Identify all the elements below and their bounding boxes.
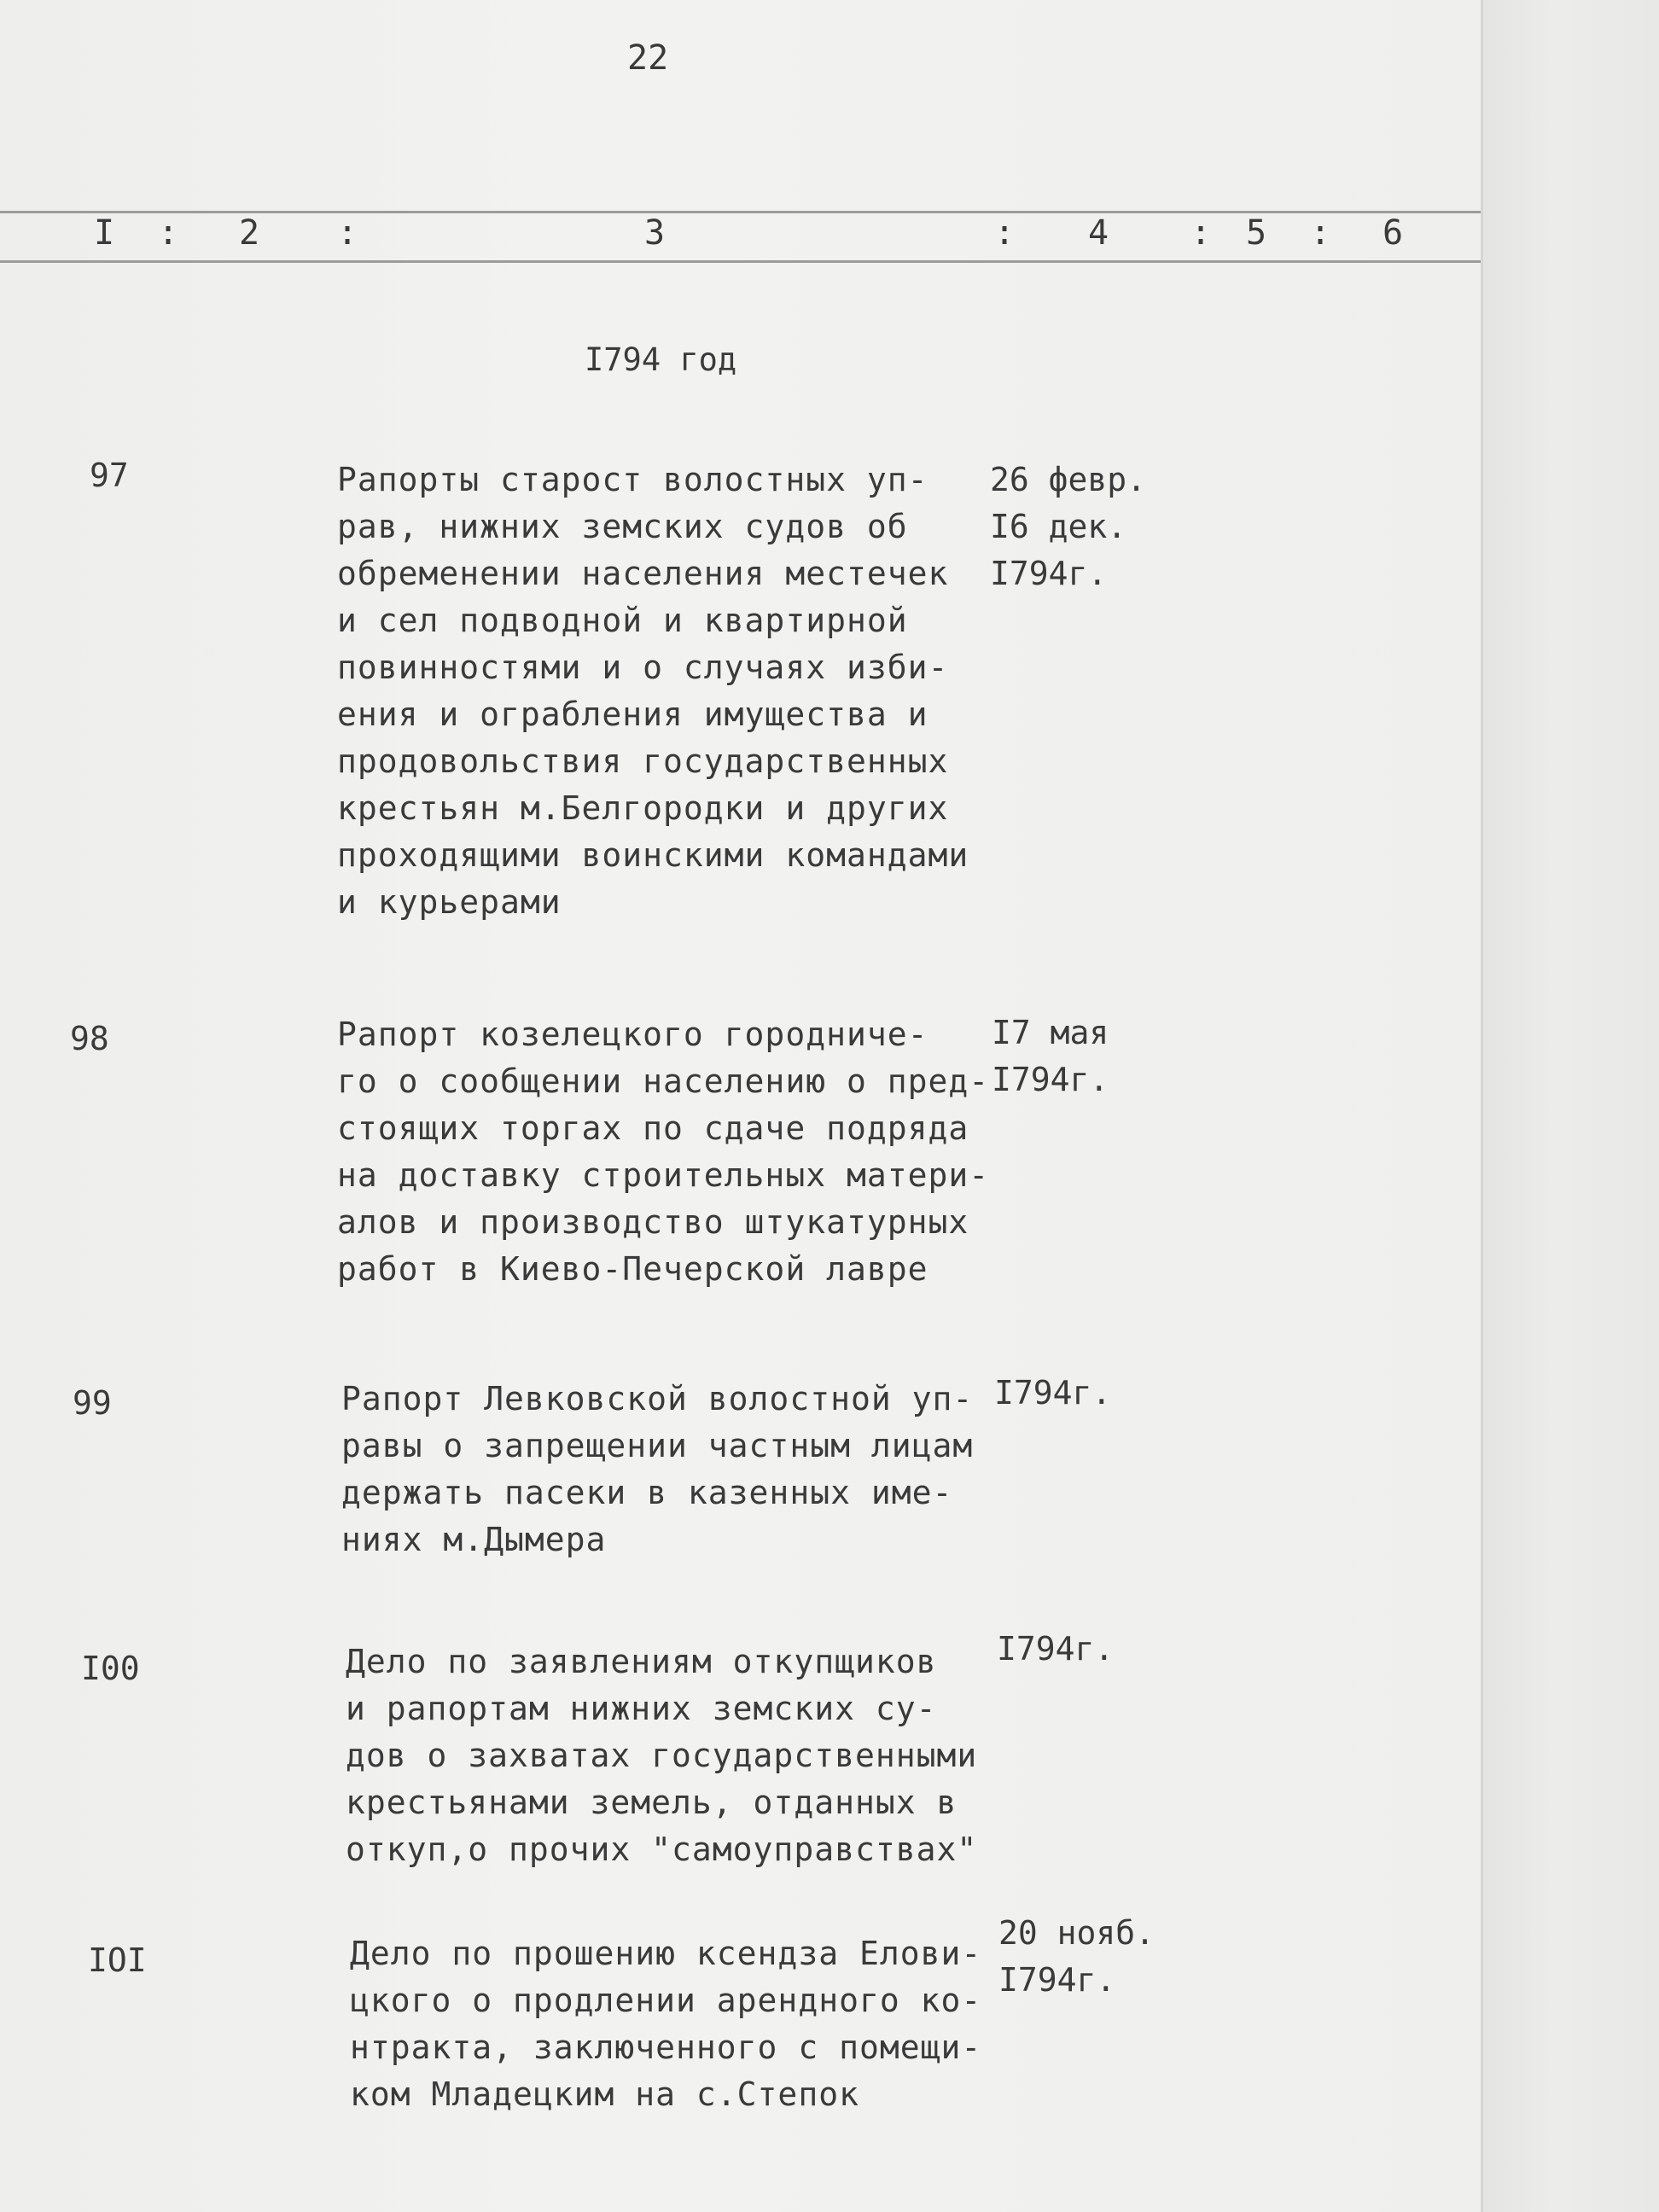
page-number: 22 (627, 38, 669, 78)
column-separator: : (1190, 213, 1212, 253)
column-separator: : (1310, 213, 1331, 253)
column-header-6: 6 (1382, 213, 1404, 253)
entry-date: 20 нояб. I794г. (998, 1914, 1155, 1999)
entry-number: 98 (70, 1020, 109, 1057)
column-header-5: 5 (1246, 213, 1267, 253)
entry-description: Рапорты старост волостных уп- рав, нижних земских судов об обременении населения местечек и сел подводной и квартирной повинностями и о случаях изби- ения и ограбления имущества и продовольствия государственных крестьян м.Белгородки и других проходящими воинскими командами и курьерами (337, 461, 969, 921)
column-header-3: 3 (644, 213, 666, 253)
entry-date: I794г. (997, 1630, 1115, 1668)
entry-date: I794г. (994, 1374, 1112, 1412)
column-header-1: I (94, 213, 115, 253)
column-separator: : (158, 213, 179, 253)
header-rule-bottom (0, 260, 1481, 263)
entry-description: Дело по заявлениям откупщиков и рапортам нижних земских су- дов о захватах государственными крестьянами земель, отданных в откуп,о прочих "самоуправствах" (346, 1643, 978, 1868)
year-heading: I794 год (585, 341, 737, 378)
entry-description: Рапорт Левковской волостной уп- равы о запрещении частным лицам держать пасеки в казенных име- ниях м.Дымера (341, 1380, 974, 1558)
column-header-4: 4 (1088, 213, 1109, 253)
entry-number: IOI (88, 1941, 147, 1979)
entry-number: 99 (73, 1384, 112, 1422)
entry-date: I7 мая I794г. (992, 1014, 1109, 1098)
column-header-2: 2 (239, 213, 260, 253)
entry-date: 26 февр. I6 дек. I794г. (990, 461, 1147, 592)
column-separator: : (994, 213, 1016, 253)
entry-number: I00 (81, 1650, 140, 1687)
entry-description: Дело по прошению ксендза Елови- цкого о продлении арендного ко- нтракта, заключенного с помещи- ком Младецким на с.Степок (350, 1935, 982, 2113)
entry-description: Рапорт козелецкого городниче- го о сообщении населению о пред- стоящих торгах по сдаче подряда на доставку строительных матери- алов и производство штукатурных работ в Киево-Печерской лавре (337, 1016, 990, 1288)
underlying-page-edge (1481, 0, 1659, 2212)
entry-number: 97 (90, 457, 129, 494)
column-separator: : (337, 213, 358, 253)
